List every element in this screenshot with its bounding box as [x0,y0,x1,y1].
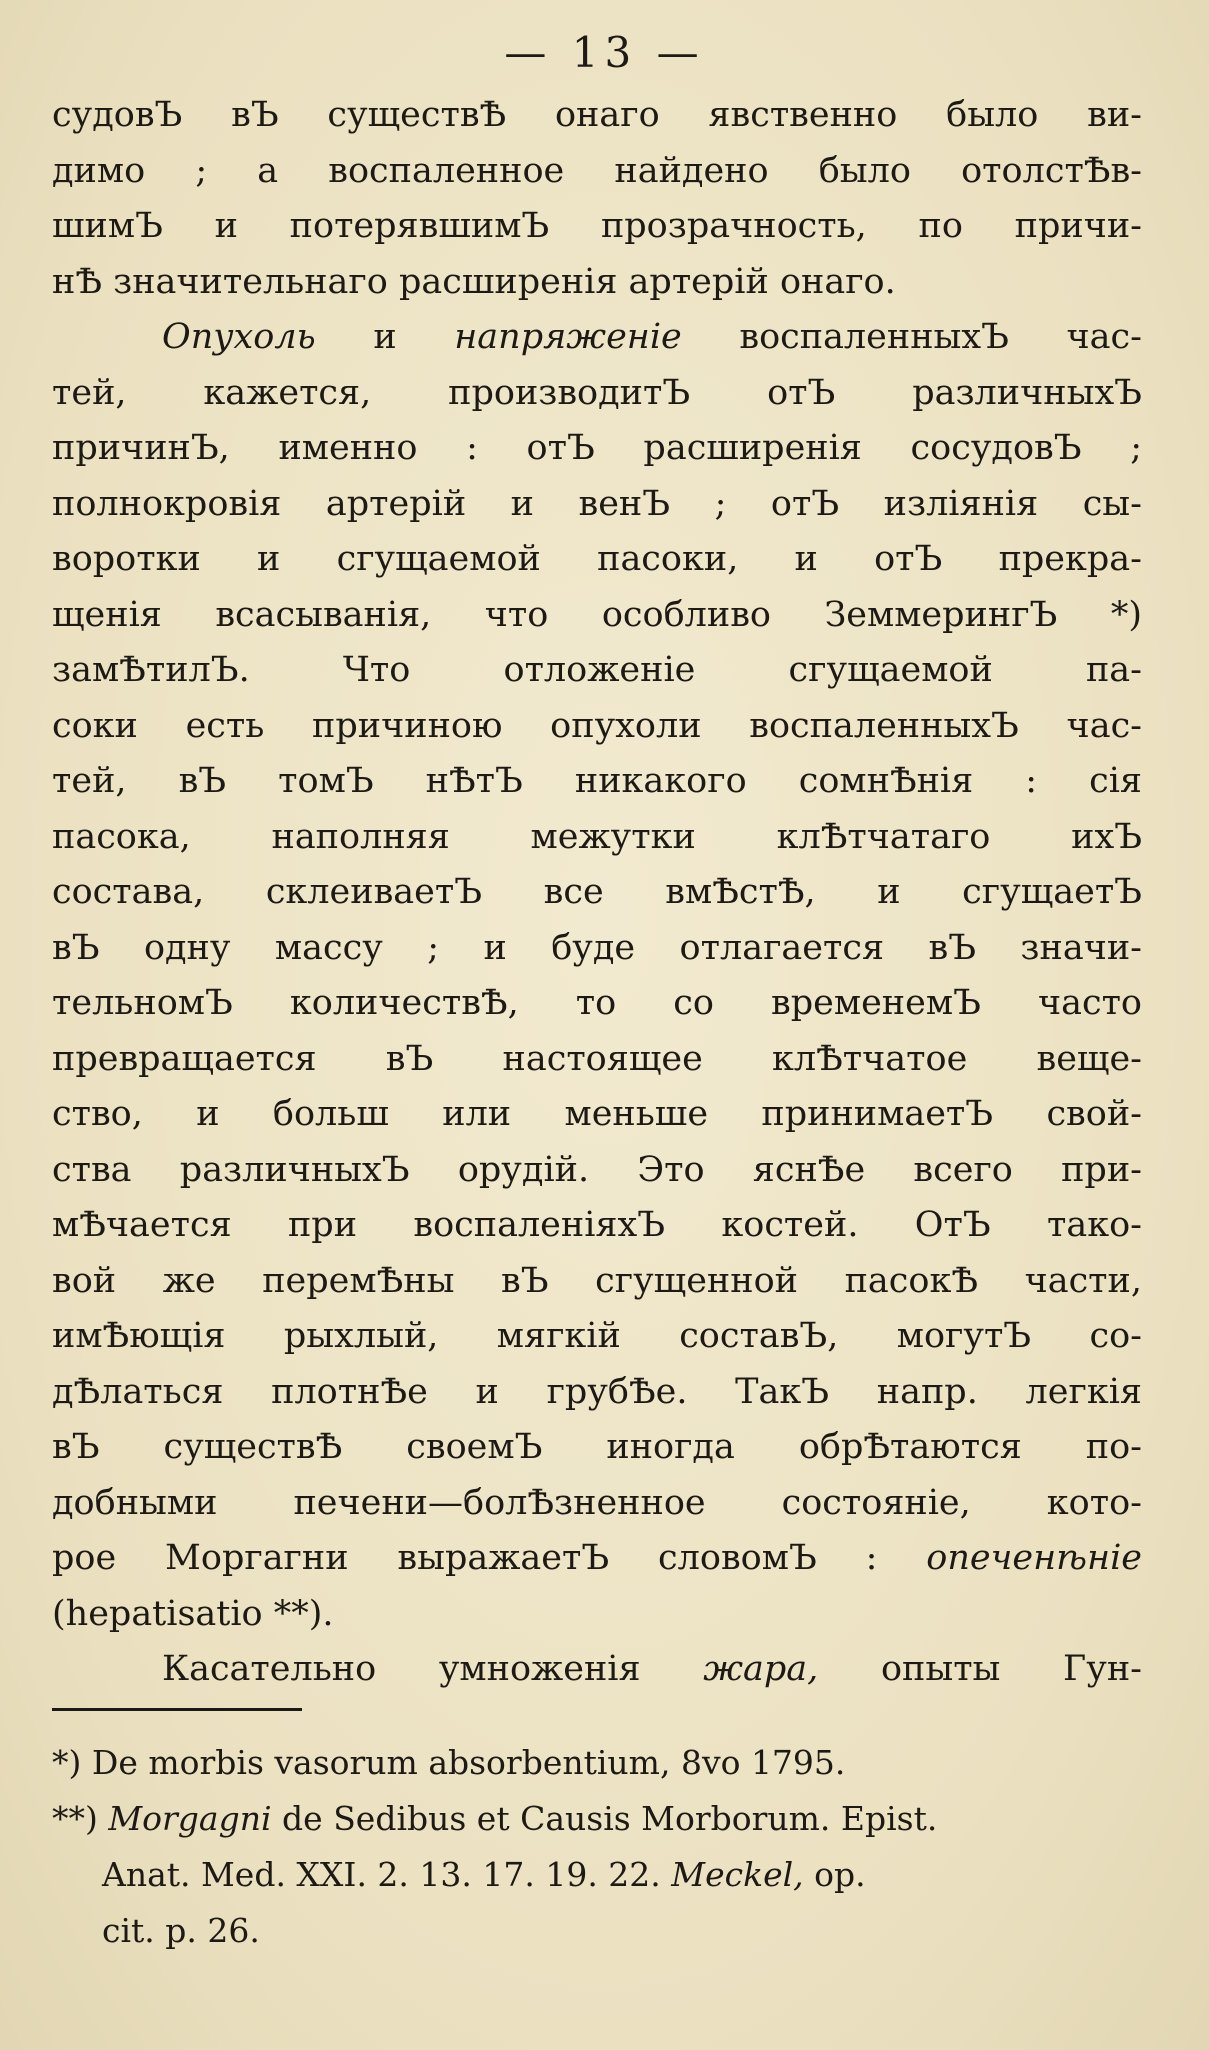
text-line: тей, кажется, производитЪ отЪ различныхЪ [52,372,1142,413]
text-line: щенія всасыванія, что особливо ЗеммерингЪ *) [52,594,1142,635]
text-line: дѢлаться плотнѢе и грубѢе. ТакЪ напр. легкія [52,1371,1142,1412]
text-line: тей, вЪ томЪ нѢтЪ никакого сомнѢнія : сія [52,761,1142,801]
text-line: замѢтилЪ. Что отложеніе сгущаемой па- [52,650,1142,690]
text-line: вой же перемѢны вЪ сгущенной пасокѢ части, [52,1260,1142,1301]
footnote-text: op. [814,1855,866,1894]
text-line: судовЪ вЪ существѢ онаго явственно было ви- [52,95,1142,135]
text-line: добными печени—болѢзненное состояніе, кото- [52,1482,1142,1523]
italic-term: жара, [703,1649,819,1689]
paragraph-start-line [52,1642,1142,1698]
footnote-divider [52,1708,302,1711]
italic-term: опеченѣніе [926,1538,1142,1578]
page-number: — 13 — [504,28,705,77]
text-line: вЪ одну массу ; и буде отлагается вЪ значи- [52,927,1142,968]
footnote-mark: **) [52,1799,98,1838]
footnote-mark: *) [52,1743,82,1782]
footnote-text: Anat. Med. XXI. 2. 13. 17. 19. 22. [102,1855,661,1894]
text-line: тельномЪ количествѢ, то со временемЪ часто [52,983,1142,1023]
paragraph-start-line [52,310,1142,366]
text-line: (hepatisatio **). [52,1593,334,1634]
text-line: превращается вЪ настоящее клѢтчатое веще- [52,1038,1142,1079]
text-line: воротки и сгущаемой пасоки, и отЪ прекра- [52,539,1142,579]
footnote-1 [52,1735,1142,1791]
footnote-text: De morbis vasorum absorbentium, 8vo 1795. [91,1743,846,1782]
footnote-2-continued: cit. p. 26. [102,1911,260,1950]
text-line: мѢчается при воспаленіяхЪ костей. ОтЪ тако- [52,1205,1142,1245]
text-line: ство, и больш или меньше принимаетЪ свой- [52,1094,1142,1134]
footnote-text: de Sedibus et Causis Morborum. Epist. [282,1799,938,1838]
text-fragment: опыты Гун- [880,1649,1142,1689]
text-fragment: Касательно умноженія [162,1649,641,1689]
italic-term: Опухоль [162,317,316,357]
footnotes [52,1735,1142,1959]
text-line: причинЪ, именно : отЪ расширенія сосудовЪ ; [52,428,1142,468]
footnote-author: Morgagni [108,1799,272,1838]
text-line: ства различныхЪ орудій. Это яснѢе всего при- [52,1149,1142,1190]
footnote-author: Meckel, [671,1855,804,1894]
text-line: вЪ существѢ своемЪ иногда обрѢтаются по- [52,1427,1142,1467]
text-fragment: и [373,317,397,357]
footnote-2-continued [52,1847,1142,1903]
text-line: димо ; а воспаленное найдено было отолстѢв- [52,150,1142,191]
text-line [52,1531,1142,1587]
footnote-2 [52,1791,1142,1847]
body-text [52,88,1142,1698]
text-line: имѢющія рыхлый, мягкій составЪ, могутЪ со- [52,1316,1142,1356]
text-line: пасока, наполняя межутки клѢтчатаго ихЪ [52,816,1142,857]
text-line: состава, склеиваетЪ все вмѢстѢ, и сгущаетЪ [52,872,1142,912]
text-fragment: рое Моргагни выражаетЪ словомЪ : [52,1538,878,1578]
text-line: соки есть причиною опухоли воспаленныхЪ час- [52,705,1142,746]
text-line: нѢ значительнаго расширенія артерій онаго. [52,261,896,302]
italic-term: напряженіе [454,317,682,357]
text-line: шимЪ и потерявшимЪ прозрачность, по причи- [52,206,1142,246]
text-line: полнокровія артерій и венЪ ; отЪ изліянія сы- [52,483,1142,524]
text-fragment: воспаленныхЪ час- [739,317,1142,357]
